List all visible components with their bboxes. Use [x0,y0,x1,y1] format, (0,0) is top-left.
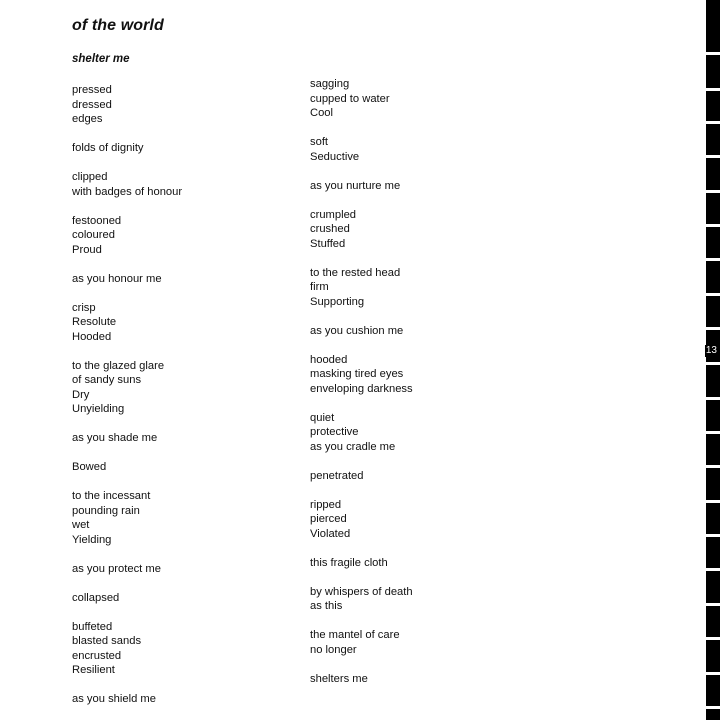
poem-line: edges [72,113,103,125]
edge-gap [706,500,720,503]
poem-line: masking tired eyes [310,368,404,380]
poem-line: hooded [310,353,348,366]
poem-line: with badges of honour [72,185,183,198]
edge-gap [706,52,720,55]
edge-gap [706,155,720,158]
poem-line: as you cushion me [310,324,404,337]
poem-stanza [310,353,530,397]
poem-stanza [72,83,292,127]
poem-line: Cool [310,107,334,119]
poem-line: shelters me [310,672,368,685]
poem-line: Dry [72,388,90,401]
poem-line: the mantel of care [310,629,400,641]
poem-line: crushed [310,223,350,235]
poem-stanza [72,489,292,547]
poem-stanza [310,672,530,687]
poem-stanza [72,591,292,606]
edge-gap [706,190,720,193]
poem-stanza [72,359,292,417]
poem-stanza [72,692,292,707]
poem-line: Proud [72,243,102,256]
poem-line: Unyielding [72,403,125,415]
poem-line: to the incessant [72,490,151,502]
poem-line: firm [310,281,329,293]
poem-line: ripped [310,498,342,511]
edge-gap [706,465,720,468]
poem-line: Yielding [72,533,112,546]
poem-stanza [310,556,530,571]
poem-stanza [310,324,530,339]
poem-line: soft [310,136,329,148]
poem-stanza [310,411,530,455]
poem-stanza [310,179,530,194]
poem-stanza [72,620,292,678]
poem-line: cupped to water [310,92,390,105]
edge-gap [706,327,720,330]
poem-line: as you shield me [72,693,156,705]
poem-line: Hooded [72,330,112,343]
poem-line: Supporting [310,295,365,308]
poem-line: crumpled [310,208,357,221]
poem-stanza [72,301,292,345]
poem-line: as you protect me [72,562,161,575]
poem-title: of the world [72,17,164,34]
poem-line: Resilient [72,664,115,676]
poem-line: as you honour me [72,272,162,285]
poem-line: as you cradle me [310,440,396,453]
poem-line: pressed [72,84,112,96]
edge-gap [706,88,720,91]
poem-line: folds of dignity [72,142,144,154]
edge-gap [706,397,720,400]
edge-gap [706,224,720,227]
poem-stanza [72,562,292,577]
edge-gap [706,603,720,606]
poem-stanza [72,170,292,199]
poem-column-left [72,83,292,721]
poem-stanza [310,77,530,121]
poem-line: Bowed [72,461,107,473]
poem-column-right [310,77,530,701]
poem-subtitle: shelter me [72,53,130,65]
poem-line: protective [310,426,359,438]
page-edge-tabs [706,0,720,720]
poem-line: penetrated [310,469,364,482]
edge-gap [706,121,720,124]
poem-line: as this [310,600,343,612]
edge-gap [706,706,720,709]
poem-line: this fragile cloth [310,556,388,569]
poem-stanza [72,214,292,258]
poem-line: blasted sands [72,635,142,647]
page-number: 13 [705,345,717,356]
edge-gap [706,637,720,640]
poem-stanza [72,460,292,475]
poem-line: clipped [72,171,108,183]
poem-stanza [310,628,530,657]
poem-line: Resolute [72,316,117,328]
poem-line: pounding rain [72,504,140,517]
poem-stanza [310,469,530,484]
poem-stanza [72,272,292,287]
poem-line: festooned [72,214,122,227]
poem-stanza [72,141,292,156]
poem-line: collapsed [72,591,120,604]
poem-line: buffeted [72,620,113,633]
poem-stanza [310,208,530,252]
poem-line: by whispers of death [310,585,413,598]
edge-gap [706,534,720,537]
poem-stanza [310,498,530,542]
poem-line: no longer [310,643,357,656]
edge-gap [706,431,720,434]
edge-gap [706,293,720,296]
edge-gap [706,568,720,571]
poem-line: crisp [72,301,96,314]
poem-line: of sandy suns [72,374,142,386]
poem-line: enveloping darkness [310,382,413,395]
poem-line: encrusted [72,649,122,662]
poem-stanza [310,266,530,310]
poem-line: sagging [310,78,350,90]
edge-gap [706,672,720,675]
poem-line: dressed [72,98,112,111]
poem-line: to the glazed glare [72,359,165,372]
poem-line: Violated [310,527,351,540]
poem-stanza [310,585,530,614]
poem-line: quiet [310,411,335,424]
poem-line: to the rested head [310,266,401,279]
poem-line: wet [72,519,90,531]
poem-stanza [72,431,292,446]
poem-line: as you shade me [72,432,158,444]
poem-line: coloured [72,229,115,241]
poem-line: Stuffed [310,237,346,250]
poem-line: Seductive [310,150,360,163]
poem-stanza [310,135,530,164]
edge-gap [706,362,720,365]
edge-gap [706,258,720,261]
poem-line: as you nurture me [310,179,401,192]
poem-line: pierced [310,513,347,525]
